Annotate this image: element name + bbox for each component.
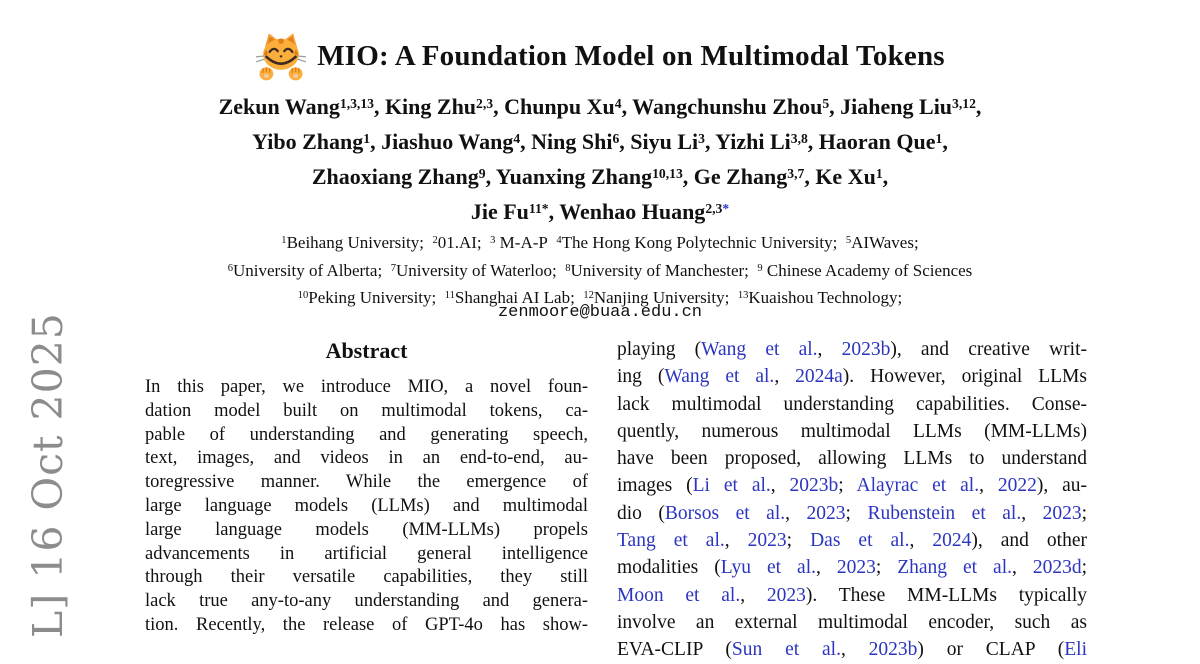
citation-link[interactable]: Das et al. xyxy=(810,530,910,552)
text-run: ). These MM-LLMs typically xyxy=(805,584,1087,606)
citation-link[interactable]: 2022 xyxy=(997,475,1037,497)
text-run: ), au- xyxy=(1036,475,1088,497)
text-run: Zekun Wang xyxy=(218,94,340,119)
abstract-body xyxy=(145,376,588,638)
citation-link[interactable]: 2024 xyxy=(932,530,972,552)
text-run: 11* xyxy=(528,200,549,216)
text-line xyxy=(617,472,1087,499)
text-line xyxy=(0,259,1200,287)
text-run: , xyxy=(979,475,998,497)
text-run: have been proposed, allowing LLMs to understand xyxy=(617,448,1087,470)
arxiv-watermark: L] 16 Oct 2025 xyxy=(24,312,72,638)
citation-link[interactable]: Zhang et al. xyxy=(897,557,1013,579)
citation-link[interactable]: Wang et al. xyxy=(701,339,818,360)
text-line: lack true any-to-any understanding and genera- xyxy=(145,591,588,612)
text-line: through their versatile capabilities, they still xyxy=(145,567,588,588)
text-run: ) or CLAP ( xyxy=(917,639,1065,661)
text-run: 9 xyxy=(478,165,486,181)
citation-link[interactable]: 2023 xyxy=(1042,502,1082,524)
text-run: images ( xyxy=(617,475,693,497)
text-line xyxy=(617,527,1087,554)
text-run: Yibo Zhang xyxy=(252,129,364,154)
citation-link[interactable]: Eli xyxy=(1064,639,1087,661)
citation-link[interactable]: Rubenstein et al. xyxy=(867,502,1022,524)
text-line xyxy=(617,418,1087,445)
text-run: 6 xyxy=(227,262,233,274)
text-run: , xyxy=(774,366,796,388)
abstract-heading: Abstract xyxy=(325,338,408,363)
text-run: lack multimodal understanding capabilities. Conse- xyxy=(617,393,1087,415)
text-run: , Yizhi Li xyxy=(704,129,791,154)
text-run: ), and other xyxy=(971,530,1087,552)
text-line: toregressive manner. While the emergence of xyxy=(145,472,588,493)
text-run: 5 xyxy=(845,235,852,247)
text-run: 10 xyxy=(297,290,309,302)
text-line: dation model built on multimodal tokens, ca- xyxy=(145,400,588,421)
text-run: , xyxy=(975,94,982,119)
text-run: , Yuanxing Zhang xyxy=(485,164,653,189)
text-run: University of Alberta; xyxy=(232,260,391,280)
text-run: 9 xyxy=(757,262,763,274)
text-run: AIWaves; xyxy=(851,233,919,252)
text-run: , xyxy=(740,584,767,606)
text-run: ; xyxy=(875,557,898,579)
text-run: 4 xyxy=(614,95,622,111)
text-run: 3 xyxy=(698,130,705,146)
text-run: , xyxy=(770,475,790,497)
text-run: , Wenhao Huang xyxy=(548,199,706,224)
citation-link[interactable]: Borsos et al. xyxy=(664,502,786,524)
text-run: , Wangchunshu Zhou xyxy=(621,94,823,119)
text-run: Zhaoxiang Zhang xyxy=(311,164,479,189)
text-run: , xyxy=(882,164,889,189)
text-run: , xyxy=(1021,502,1043,524)
text-run: , Haoran Que xyxy=(807,129,936,154)
text-run: ; xyxy=(1081,557,1088,579)
hugging-cat-emoji-icon xyxy=(255,30,307,82)
text-line xyxy=(617,500,1087,527)
text-run: ; xyxy=(786,530,811,552)
text-run: 12 xyxy=(583,290,594,302)
text-run: 5 xyxy=(822,95,830,111)
text-run: Peking University; xyxy=(308,288,445,307)
text-run: 01.AI; xyxy=(437,233,491,252)
text-run: involve an external multimodal encoder, such as xyxy=(617,611,1087,633)
text-line: text, images, and videos in an end-to-end, au- xyxy=(145,448,588,469)
text-run: , xyxy=(724,530,748,552)
text-run: 2 xyxy=(432,235,438,247)
abstract-column xyxy=(145,338,588,638)
affiliation-list xyxy=(0,231,1200,314)
text-run: , xyxy=(942,129,948,154)
text-run: ), and creative writ- xyxy=(890,339,1088,360)
text-run: , xyxy=(817,339,842,360)
citation-link[interactable]: 2023 xyxy=(836,557,876,579)
text-run: , Jiashuo Wang xyxy=(370,129,514,154)
text-run: 7 xyxy=(390,262,396,274)
citation-link[interactable]: Alayrac et al. xyxy=(856,475,980,497)
text-run: University of Manchester; xyxy=(570,260,758,280)
text-run: 3 xyxy=(490,235,496,247)
citation-link[interactable]: Tang et al. xyxy=(617,530,725,552)
text-run: , Ning Shi xyxy=(520,129,613,154)
text-run: 3,12 xyxy=(952,95,976,111)
text-run: ; xyxy=(845,502,868,524)
text-line xyxy=(617,609,1087,636)
text-line xyxy=(0,126,1200,161)
text-run: modalities ( xyxy=(617,557,721,579)
text-run: 1 xyxy=(875,165,883,181)
text-run: , xyxy=(816,557,837,579)
citation-link[interactable]: 2023 xyxy=(806,502,846,524)
text-run: , xyxy=(909,530,933,552)
citation-link[interactable]: Li et al. xyxy=(692,475,771,497)
text-line: large language models (MM-LLMs) propels xyxy=(145,519,588,540)
text-run: ; xyxy=(838,475,857,497)
text-run: EVA-CLIP ( xyxy=(617,639,732,661)
text-line xyxy=(617,554,1087,581)
citation-link[interactable]: Moon et al. xyxy=(617,584,741,606)
citation-link[interactable]: Sun et al. xyxy=(731,639,841,661)
text-run: The Hong Kong Polytechnic University; xyxy=(561,233,846,252)
text-run: 1 xyxy=(363,130,371,146)
citation-link[interactable]: 2023b xyxy=(841,339,891,360)
text-run: Beihang University; xyxy=(286,233,433,252)
text-line xyxy=(617,636,1087,663)
text-run: Kuaishou Technology; xyxy=(748,288,903,307)
text-run: 11 xyxy=(444,290,455,302)
citation-link[interactable]: 2023d xyxy=(1032,557,1082,579)
text-run: , Ge Zhang xyxy=(682,164,788,189)
text-run: ). However, original LLMs xyxy=(842,366,1087,388)
text-run: Jie Fu xyxy=(470,199,529,224)
text-run: 1 xyxy=(935,130,943,146)
text-run: M-A-P xyxy=(495,233,557,252)
text-line xyxy=(617,582,1087,609)
text-run: 3,7 xyxy=(787,165,805,181)
text-run: quently, numerous multimodal LLMs (MM-LLMs) xyxy=(617,420,1087,442)
text-run: , King Zhu xyxy=(373,94,477,119)
text-run: , Chunpu Xu xyxy=(493,94,615,119)
text-run: , xyxy=(1012,557,1033,579)
text-run: Shanghai AI Lab; xyxy=(454,288,584,307)
text-run: ing ( xyxy=(617,366,665,388)
text-run: 4 xyxy=(556,235,562,247)
text-run: , Siyu Li xyxy=(619,129,699,154)
text-line xyxy=(617,363,1087,390)
text-line xyxy=(0,231,1200,259)
text-line xyxy=(0,196,1200,231)
text-line: large language models (LLMs) and multimodal xyxy=(145,495,588,516)
title-row xyxy=(0,30,1200,82)
text-run: playing ( xyxy=(617,339,702,360)
text-run: 8 xyxy=(565,262,571,274)
text-run: 2,3 xyxy=(705,200,723,216)
text-run: 3,8 xyxy=(790,130,808,146)
text-line xyxy=(617,445,1087,472)
contact-email: zenmoore@buaa.edu.cn xyxy=(497,303,703,322)
citation-link[interactable]: Wang et al. xyxy=(664,366,775,388)
text-run: 13 xyxy=(737,290,749,302)
text-run: 4 xyxy=(513,130,521,146)
citation-link[interactable]: * xyxy=(722,200,730,216)
text-line: In this paper, we introduce MIO, a novel foun- xyxy=(145,377,588,397)
text-run: 1 xyxy=(281,235,287,247)
text-line: advancements in artificial general intelligence xyxy=(145,543,588,564)
text-line xyxy=(617,336,1087,363)
text-run: Nanjing University; xyxy=(593,288,738,307)
text-run: 10,13 xyxy=(652,165,683,181)
text-run: , xyxy=(840,639,869,661)
text-line: pable of understanding and generating speech, xyxy=(145,424,588,445)
text-run: University of Waterloo; xyxy=(395,260,566,280)
text-run: 1,3,13 xyxy=(339,95,374,111)
text-run: Chinese Academy of Sciences xyxy=(762,260,973,280)
text-line xyxy=(617,391,1087,418)
text-run: dio ( xyxy=(617,502,665,524)
citation-link[interactable]: 2023b xyxy=(789,475,839,497)
text-run: , Jiaheng Liu xyxy=(829,94,953,119)
text-run: , Ke Xu xyxy=(804,164,876,189)
text-line: tion. Recently, the release of GPT-4o has show- xyxy=(145,614,588,635)
citation-link[interactable]: 2023 xyxy=(747,530,787,552)
text-run: ; xyxy=(1081,502,1088,524)
introduction-column xyxy=(617,336,1087,664)
text-line xyxy=(0,161,1200,196)
text-run: 2,3 xyxy=(476,95,494,111)
author-list xyxy=(0,91,1200,231)
citation-link[interactable]: 2023 xyxy=(766,584,806,606)
citation-link[interactable]: 2024a xyxy=(795,366,843,388)
text-run: 6 xyxy=(612,130,620,146)
paper-title: MIO: A Foundation Model on Multimodal Tokens xyxy=(317,39,945,72)
citation-link[interactable]: 2023b xyxy=(868,639,918,661)
citation-link[interactable]: Lyu et al. xyxy=(720,557,816,579)
text-run: , xyxy=(785,502,807,524)
text-line xyxy=(0,91,1200,126)
